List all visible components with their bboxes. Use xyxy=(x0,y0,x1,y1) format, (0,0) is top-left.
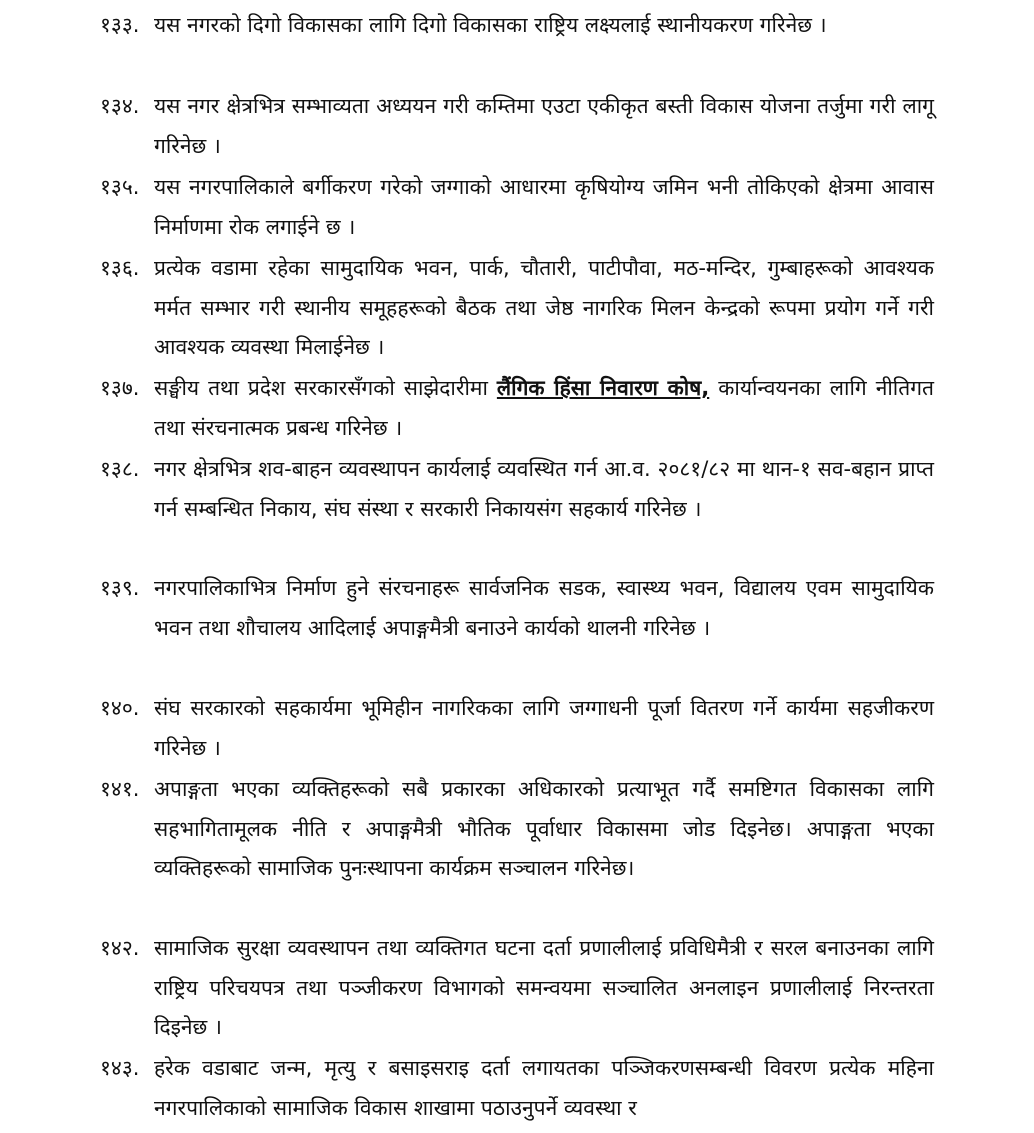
list-item xyxy=(100,87,934,166)
list-item xyxy=(100,6,934,46)
item-number: १३५. xyxy=(100,175,140,199)
list-item xyxy=(100,689,934,768)
item-text: प्रत्येक वडामा रहेका सामुदायिक भवन, पार्क, चौतारी, पाटीपौवा, मठ-मन्दिर, गुम्बाहरूको आवश्यक मर्मत सम्भार गरी स्थानीय समूहहरूको बैठक तथा जेष्ठ नागरिक मिलन केन्द्रको रूपमा प्रयोग गर्ने गरी आवश्यक व्यवस्था मिलाईनेछ । xyxy=(154,256,934,359)
emphasized-fund-name: लैंगिक हिंसा निवारण कोष, xyxy=(496,376,710,400)
list-item xyxy=(100,1049,934,1128)
item-text-after: कार्यान्वयनका लागि नीतिगत तथा संरचनात्मक प्रबन्ध गरिनेछ । xyxy=(154,376,934,440)
item-number: १३९. xyxy=(100,576,140,600)
item-number: १३६. xyxy=(100,256,140,280)
item-number: १३३. xyxy=(100,13,140,37)
item-text: यस नगरको दिगो विकासका लागि दिगो विकासका राष्ट्रिय लक्ष्यलाई स्थानीयकरण गरिनेछ । xyxy=(154,13,827,37)
list-item xyxy=(100,770,934,889)
item-text: हरेक वडाबाट जन्म, मृत्यु र बसाइसराइ दर्ता लगायतका पञ्जिकरणसम्बन्धी विवरण प्रत्येक महिना नगरपालिकाको सामाजिक विकास शाखामा पठाउनुपर्ने व्यवस्था र xyxy=(154,1056,934,1120)
item-number: १४०. xyxy=(100,696,140,720)
item-number: १३४. xyxy=(100,94,140,118)
item-text: सामाजिक सुरक्षा व्यवस्थापन तथा व्यक्तिगत घटना दर्ता प्रणालीलाई प्रविधिमैत्री र सरल बनाउनका लागि राष्ट्रिय परिचयपत्र तथा पञ्जीकरण विभागको समन्वयमा सञ्चालित अनलाइन प्रणालीलाई निरन्तरता दिइनेछ । xyxy=(154,936,934,1039)
item-text: संघ सरकारको सहकार्यमा भूमिहीन नागरिकका लागि जग्गाधनी पूर्जा वितरण गर्ने कार्यमा सहजीकरण गरिनेछ । xyxy=(154,696,934,760)
item-text xyxy=(154,369,934,448)
item-text-before: सङ्घीय तथा प्रदेश सरकारसँगको साझेदारीमा xyxy=(154,376,497,400)
item-number: १४२. xyxy=(100,936,140,960)
item-number: १४३. xyxy=(100,1056,140,1080)
item-text: नगरपालिकाभित्र निर्माण हुने संरचनाहरू सार्वजनिक सडक, स्वास्थ्य भवन, विद्यालय एवम सामुदायिक भवन तथा शौचालय आदिलाई अपाङ्गमैत्री बनाउने कार्यको थालनी गरिनेछ । xyxy=(154,576,934,640)
item-number: १३८. xyxy=(100,457,140,481)
list-item xyxy=(100,249,934,368)
item-text: यस नगरपालिकाले बर्गीकरण गरेको जग्गाको आधारमा कृषियोग्य जमिन भनी तोकिएको क्षेत्रमा आवास निर्माणमा रोक लगाईने छ । xyxy=(154,175,934,239)
item-number: १३७. xyxy=(100,376,140,400)
item-number: १४१. xyxy=(100,777,140,801)
list-item xyxy=(100,569,934,648)
item-text: नगर क्षेत्रभित्र शव-बाहन व्यवस्थापन कार्यलाई व्यवस्थित गर्न आ.व. २०८१/८२ मा थान-१ सव-बहान प्राप्त गर्न सम्बन्धित निकाय, संघ संस्था र सरकारी निकायसंग सहकार्य गरिनेछ । xyxy=(154,457,934,521)
item-text: यस नगर क्षेत्रभित्र सम्भाव्यता अध्ययन गरी कम्तिमा एउटा एकीकृत बस्ती विकास योजना तर्जुमा गरी लागू गरिनेछ । xyxy=(154,94,934,158)
list-item xyxy=(100,450,934,529)
list-item xyxy=(100,168,934,247)
item-text: अपाङ्गता भएका व्यक्तिहरूको सबै प्रकारका अधिकारको प्रत्याभूत गर्दै समष्टिगत विकासका लागि सहभागितामूलक नीति र अपाङ्गमैत्री भौतिक पूर्वाधार विकासमा जोड दिइनेछ। अपाङ्गता भएका व्यक्तिहरूको सामाजिक पुनःस्थापना कार्यक्रम सञ्चालन गरिनेछ। xyxy=(154,777,934,880)
list-item xyxy=(100,929,934,1048)
list-item xyxy=(100,369,934,448)
